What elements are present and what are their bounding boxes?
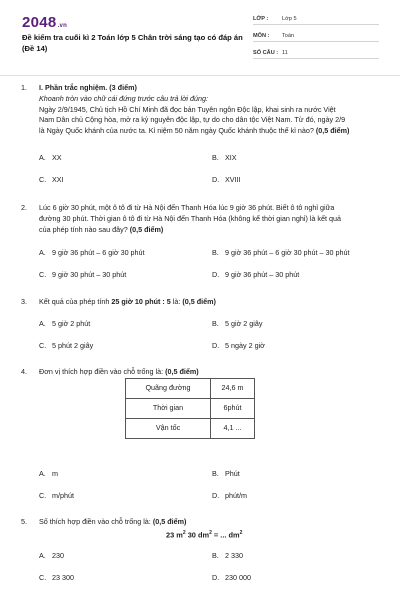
question-line: là Ngày Quốc khánh của nước ta. Kỉ niệm 50 năm ngày Quốc khánh thuộc thế kỉ nào? (0,5 điểm) <box>39 126 350 136</box>
table-cell: Quãng đường <box>126 379 211 399</box>
math-formula: 23 $m^2$ 30 $dm^2$ = ... $dm^2$ <box>166 530 243 540</box>
site-logo[interactable]: 2048.vn <box>22 14 68 31</box>
meta-count-label: SỐ CÂU : <box>253 49 279 56</box>
table-cell: 6phút <box>211 399 255 419</box>
option-c[interactable]: C. m/phút <box>39 491 74 500</box>
question-text <box>39 203 383 235</box>
option-d[interactable]: D. XVIII <box>212 175 241 184</box>
question-text <box>39 83 383 137</box>
data-table <box>125 378 255 439</box>
question-number: 4. <box>21 367 27 376</box>
page-title: Đề kiểm tra cuối kì 2 Toán lớp 5 Chân trời sáng tạo có đáp án (Đề 14) <box>22 33 243 53</box>
option-c[interactable]: C. 9 giờ 30 phút – 30 phút <box>39 270 127 279</box>
question-line: Ngày 2/9/1945, Chủ tịch Hồ Chí Minh đã đọc bản Tuyên ngôn Độc lập, khai sinh ra nước Việt <box>39 104 336 114</box>
table-row <box>126 379 255 399</box>
question-line: đường 30 phút. Thời gian ô tô đi từ Hà Nội đến Thanh Hóa (không kể thời gian nghỉ) là kết quả <box>39 213 342 223</box>
option-c[interactable]: C. XXI <box>39 175 64 184</box>
question-line: Lúc 6 giờ 30 phút, một ô tô đi từ Hà Nội đến Thanh Hóa lúc 9 giờ 36 phút. Biết ô tô nghỉ giữa <box>39 203 335 212</box>
question-number: 3. <box>21 297 27 306</box>
option-b[interactable]: B. 9 giờ 36 phút – 6 giờ 30 phút – 30 phút <box>212 248 350 257</box>
option-b[interactable]: B. 5 giờ 2 giây <box>212 319 263 328</box>
table-cell: Thời gian <box>126 399 211 419</box>
header <box>0 0 400 70</box>
meta-count <box>253 46 379 59</box>
table-cell: 24,6 m <box>211 379 255 399</box>
option-a[interactable]: A. XX <box>39 153 62 162</box>
question-line: của phép tính nào sau đây? (0,5 điểm) <box>39 224 164 234</box>
meta-subject-label: MÔN : <box>253 32 270 39</box>
option-c[interactable]: C. 23 300 <box>39 573 74 582</box>
table-row <box>126 399 255 419</box>
exam-meta <box>253 12 379 63</box>
table-cell: 4,1 ... <box>211 419 255 439</box>
option-d[interactable]: D. 5 ngày 2 giờ <box>212 341 265 350</box>
option-d[interactable]: D. 230 000 <box>212 573 251 582</box>
header-divider <box>0 75 400 76</box>
option-a[interactable]: A. 5 giờ 2 phút <box>39 319 91 328</box>
meta-grade-label: LỚP : <box>253 15 269 22</box>
section-heading: I. Phần trắc nghiệm. (3 điểm) <box>39 83 137 92</box>
option-b[interactable]: B. 2 330 <box>212 551 243 560</box>
table-cell: Vận tốc <box>126 419 211 439</box>
option-c[interactable]: C. 5 phút 2 giây <box>39 341 94 350</box>
meta-subject <box>253 29 379 42</box>
question-text: Đơn vị thích hợp điền vào chỗ trống là: (0,5 điểm) <box>39 367 199 376</box>
meta-grade <box>253 12 379 25</box>
question-number: 5. <box>21 517 27 526</box>
meta-count-value: 11 <box>282 49 288 56</box>
table-row <box>126 419 255 439</box>
meta-grade-value: Lớp 5 <box>282 15 297 22</box>
instruction: Khoanh tròn vào chữ cái đứng trước câu trả lời đúng: <box>39 93 208 103</box>
option-b[interactable]: B. XIX <box>212 153 237 162</box>
question-number: 1. <box>21 83 27 92</box>
option-d[interactable]: D. phút/m <box>212 491 247 500</box>
option-d[interactable]: D. 9 giờ 36 phút – 30 phút <box>212 270 300 279</box>
option-a[interactable]: A. m <box>39 469 58 478</box>
meta-subject-value: Toán <box>282 32 295 39</box>
question-text: Kết quả của phép tính 25 giờ 10 phút : 5 là: (0,5 điểm) <box>39 297 216 306</box>
question-line: Nam Dân chủ Cộng hòa, mở ra kỷ nguyên độc lập, tự do cho dân tộc Việt Nam. Từ đó, ngày 2/9 <box>39 115 346 125</box>
option-a[interactable]: A. 230 <box>39 551 64 560</box>
question-text: Số thích hợp điền vào chỗ trống là: (0,5 điểm) <box>39 517 187 526</box>
option-b[interactable]: B. Phút <box>212 469 240 478</box>
question-number: 2. <box>21 203 27 212</box>
option-a[interactable]: A. 9 giờ 36 phút – 6 giờ 30 phút <box>39 248 145 257</box>
